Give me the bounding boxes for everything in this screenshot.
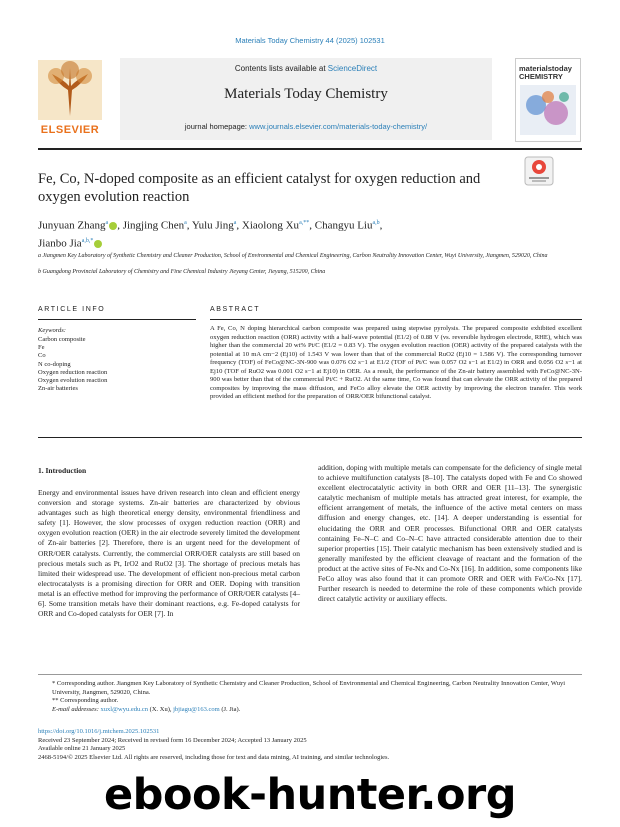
abstract-bottom-rule [38,437,582,438]
cover-title: materialstoday CHEMISTRY [519,64,572,81]
copyright: 2468-5194/© 2025 Elsevier Ltd. All rights are reserved, including those for text and data mining, AI training, and similar technologies. [38,753,390,761]
homepage-link[interactable]: www.journals.elsevier.com/materials-today-chemistry/ [249,122,428,131]
article-title: Fe, Co, N-doped composite as an efficient catalyst for oxygen reduction and oxygen evolution reaction [38,171,481,205]
email-link[interactable]: jbjiagu@163.com [173,705,220,713]
author-name[interactable]: Jingjing Chen [122,219,185,232]
doi-link[interactable]: https://doi.org/10.1016/j.mtchem.2025.102531 [38,728,160,735]
online-date: Available online 21 January 2025 [38,745,126,753]
keyword: Oxygen evolution reaction [38,377,108,385]
keyword: N co-doping [38,360,71,368]
email-link[interactable]: xuxl@wyu.edu.cn [100,705,149,713]
orcid-icon[interactable] [94,240,102,248]
author-list: Junyuan Zhang$^a$ , Jingjing Chen$^a$, Yulu Jing$^a$, Xiaolong $Xu^{a,**}$, Changyu Liu$^{a,b}$, Jianbo Jia$^{a,b,*}$ [38,219,383,250]
watermark: ebook-hunter.org [104,770,516,820]
cover-art [520,85,576,135]
journal-reference[interactable]: Materials Today Chemistry 44 (2025) 102531 [235,36,385,45]
sciencedirect-link[interactable]: ScienceDirect [327,64,378,73]
author-name[interactable]: Yulu Jing [191,219,234,232]
footnote-emails: E-mail addresses: xuxl@wyu.edu.cn (X. Xu), jbjiagu@163.com (J. Jia). [52,705,241,713]
footnote-corresponding-2: ** Corresponding author. [52,697,119,705]
received-dates: Received 23 September 2024; Received in revised form 16 December 2024; Accepted 13 January 2025 [38,736,307,744]
footnotes [38,680,582,714]
footnote-corresponding-1: * Corresponding author. Jiangmen Key Laboratory of Synthetic Chemistry and Cleaner Production, School of Environmental and Chemical Engineering, Carbon Neutrality Innovation Center, Wuyi University, Jiangmen, 529020, China. [52,680,566,696]
keyword: Co [38,352,46,360]
author-name[interactable]: Xiaolong Xu [241,219,300,232]
introduction-left-column: Energy and environmental issues have driven research into clean and efficient energy conversion and storage systems. Zn-air batteries are characterized by obvious advantages such as high theoretical energy density, environmental friendliness and safety [1]. However, the slow processes of oxygen reduction reaction (ORR) and oxygen evolution reaction (OER) in the air electrode severely limited the development of Zn-air batteries [2]. Therefore, there is an urgent need for the development of ORR/OER catalysts. Currently, the commercial ORR/OER catalysts are still based on precious metals such as Pt, IrO2 and RuO2 [3]. The shortage of precious metals has limited their widespread use. The development of efficient non-precious metal carbon electrocatalysts is a promising direction for ORR and OER. Doping with transition metal is an effective method for improving the performance of ORR/OER catalysts [4–6]. Some transition metals have their dominant reactions, e.g. Fe-doped catalysts for ORR and Co-doped catalysts for OER [7]. In [38,488,300,619]
publication-info [38,728,582,762]
keyword: Zn-air batteries [38,385,78,393]
keywords-label: Keywords: [38,327,66,334]
affiliation-a: a Jiangmen Key Laboratory of Synthetic Chemistry and Cleaner Production, School of Environmental and Chemical Engineering, Carbon Neutrality Innovation Center, Wuyi University, Jiangmen, 529020, China [38,253,548,259]
keyword: Fe [38,344,45,352]
journal-homepage: journal homepage: www.journals.elsevier.com/materials-today-chemistry/ [184,122,428,131]
abstract-rule [210,319,582,320]
article-info-heading: ARTICLE INFO [38,306,106,313]
keyword: Carbon composite [38,336,86,343]
journal-cover[interactable] [515,58,581,142]
author-name[interactable]: Junyuan Zhang [38,219,106,232]
section-heading-introduction: 1. Introduction [38,466,87,475]
elsevier-wordmark: ELSEVIER [40,124,100,136]
keyword-list [38,336,107,393]
check-for-updates-icon[interactable] [524,156,554,186]
footnote-rule [38,674,582,675]
abstract-body: A Fe, Co, N doping hierarchical carbon composite was prepared using stepwise pyrolysis. The prepared composite exhibited excellent oxygen reduction reaction (ORR) activity with a half-wave potential (E1/2) of 0.88 V (vs. reversible hydrogen electrode, RHE), which was higher than the commercial 20 wt% Pt/C (E1/2 = 0.83 V). The oxygen evolution reaction (OER) activity of the prepared catalysts with the potential at 10 mA cm−2 (Ej10) of 1.543 V was lower than that of the commercial RuO2 (Ej10 = 1.586 V). The corresponding turnover frequency (TOF) of FeCo@NC-3N-900 was 0.076 O2 s−1 at E1/2 (TOF of Pt/C was 0.057 O2 s−1 at E1/2) in ORR and 0.056 O2 s−1 at Ej10 (TOF of RuO2 was 0.001 O2 s−1 at Ej10) in OER. As a result, the performance of the Zn-air battery assembled with FeCo@NC-3N-900 was better than that of the commercial Pt/C + RuO2. At the same time, Co was found that can elevate the ORR activity of the prepared composites by improving the mass diffusion, and FeCo alloy elevate the OER activity by improving the electron transfer. This work provided an efficient method for the preparation of ORR/OER bifunctional catalyst. [210,325,582,400]
article-info-rule [38,319,196,320]
affiliation-b: b Guangdong Provincial Laboratory of Chemistry and Fine Chemical Industry Jieyang Center, Jieyang, 515200, China [38,269,326,275]
keyword: Oxygen reduction reaction [38,368,108,376]
header-rule [38,148,582,150]
author-name[interactable]: Jianbo Jia [38,237,82,250]
introduction-right-column: addition, doping with multiple metals can compensate for the deficiency of single metal to achieve multifunction catalysts [8–10]. The catalysts doped with Fe and Co showed excellent electrocatalytic activity in both ORR and OER [11–13]. The synergistic catalytic mechanism of multiple metals has attracted great interest, for example, the efficient arrangement of metals, the influence of the active metal centers on mass diffusion and energy changes, etc. [14]. A deeper understanding is essential for elucidating the ORR and OER processes. Bifunctional ORR and OER catalysts containing Fe–N–C and Co–N–C have attracted considerable attention due to their superior properties [15]. Their catalytic mechanism has been extensively studied and is generally manifested by the efficient cleavage of reactant and the formation of the product at the active sites of Fe-Nx and Co-Nx [16]. In addition, some components like FeCo alloy was also found that it can promote ORR and OER with Fe/Co-Nx [17]. Further research is needed to determine the role of these components which provide direct catalytic activity or auxiliary effects. [318,463,582,604]
journal-name: Materials Today Chemistry [224,86,388,102]
author-name[interactable]: Changyu Liu [314,219,373,232]
contents-line: Contents lists available at ScienceDirect [234,64,378,73]
orcid-icon[interactable] [109,222,117,230]
abstract-heading: ABSTRACT [210,306,261,313]
